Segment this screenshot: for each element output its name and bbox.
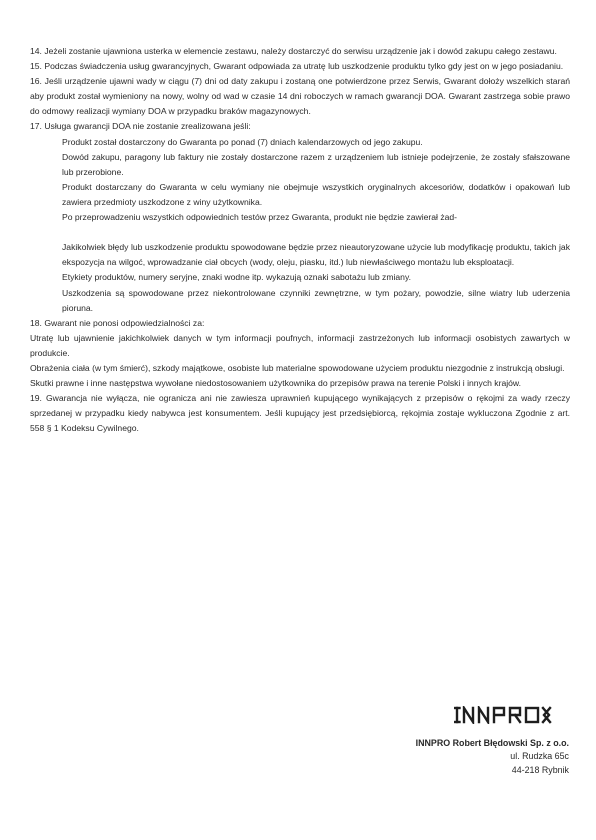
- paragraph-19: 19. Gwarancja nie wyłącza, nie ogranicza ani nie zawiesza uprawnień kupującego wynikających z przepisów o rękojmi za wady rzeczy sprzedanej w przypadku kiedy nabywca jest konsumentem. Jeśli kupujący jest przedsiębiorcą, rękojmia zostaje wykluczona Zgodnie z art. 558 § 1 Kodeksu Cywilnego.: [30, 393, 570, 434]
- innpro-logo: [454, 706, 568, 724]
- paragraph-18-item-2: Obrażenia ciała (w tym śmierć), szkody majątkowe, osobiste lub materialne spowodowane użyciem produktu niezgodnie z instrukcją obsługi.: [30, 362, 565, 373]
- paragraph-17-item-7: Uszkodzenia są spowodowane przez niekontrolowane czynniki zewnętrzne, w tym pożary, powodzie, silne wiatry lub uderzenia pioruna.: [62, 287, 570, 313]
- paragraph-17: 17. Usługa gwarancji DOA nie zostanie zrealizowana jeśli:: [30, 121, 251, 132]
- company-city: 44-218 Rybnik: [511, 764, 569, 775]
- paragraph-17-item-6: Etykiety produktów, numery seryjne, znaki wodne itp. wykazują oznaki sabotażu lub zmiany.: [62, 272, 412, 283]
- paragraph-15: 15. Podczas świadczenia usług gwarancyjnych, Gwarant odpowiada za utratę lub uszkodzenie produktu tylko gdy jest on w jego posiadaniu.: [30, 61, 564, 72]
- paragraph-17-item-4: Po przeprowadzeniu wszystkich odpowiednich testów przez Gwaranta, produkt nie będzie zawierał żad-: [62, 212, 458, 223]
- paragraph-17-item-1: Produkt został dostarczony do Gwaranta po ponad (7) dniach kalendarzowych od jego zakupu.: [62, 136, 423, 147]
- paragraph-17-item-5: Jakikolwiek błędy lub uszkodzenie produktu spowodowane będzie przez nieautoryzowane użycie lub modyfikację produktu, takich jak ekspozycja na wilgoć, wprowadzanie ciał obcych (wody, oleju, piasku, itd.) lub niewłaściwego montażu lub eksploatacji.: [62, 242, 570, 268]
- company-street: ul. Rudzka 65c: [510, 751, 569, 762]
- document-body: [30, 44, 570, 436]
- company-info: [416, 737, 569, 777]
- company-name: INNPRO Robert Błędowski Sp. z o.o.: [415, 738, 569, 748]
- paragraph-17-item-2: Dowód zakupu, paragony lub faktury nie zostały dostarczone razem z urządzeniem lub istnieje podejrzenie, że zostały sfałszowane lub przerobione.: [62, 151, 570, 177]
- paragraph-17-item-3: Produkt dostarczany do Gwaranta w celu wymiany nie obejmuje wszystkich oryginalnych akcesoriów, dodatków i opakowań lub zawiera przedmioty uszkodzone z winy użytkownika.: [62, 181, 570, 207]
- paragraph-16: 16. Jeśli urządzenie ujawni wady w ciągu (7) dni od daty zakupu i zostaną one potwierdzone przez Serwis, Gwarant dołoży wszelkich starań aby produkt został wymieniony na nowy, wolny od wad w czasie 14 dni roboczych w ramach gwarancji DOA. Gwarant zastrzega sobie prawo do odmowy realizacji wymiany DOA w przypadku braków magazynowych.: [30, 76, 570, 117]
- paragraph-18: 18. Gwarant nie ponosi odpowiedzialności za:: [30, 317, 205, 328]
- paragraph-18-item-3: Skutki prawne i inne następstwa wywołane niedostosowaniem użytkownika do przepisów prawa na terenie Polski i innych krajów.: [30, 378, 522, 389]
- paragraph-14: 14. Jeżeli zostanie ujawniona usterka w elemencie zestawu, należy dostarczyć do serwisu urządzenie jak i dowód zakupu całego zestawu.: [30, 46, 557, 56]
- paragraph-18-item-1: Utratę lub ujawnienie jakichkolwiek danych w tym informacji poufnych, informacji zastrzeżonych lub informacji osobistych zawartych w produkcie.: [30, 332, 570, 358]
- blank-line: [30, 225, 570, 240]
